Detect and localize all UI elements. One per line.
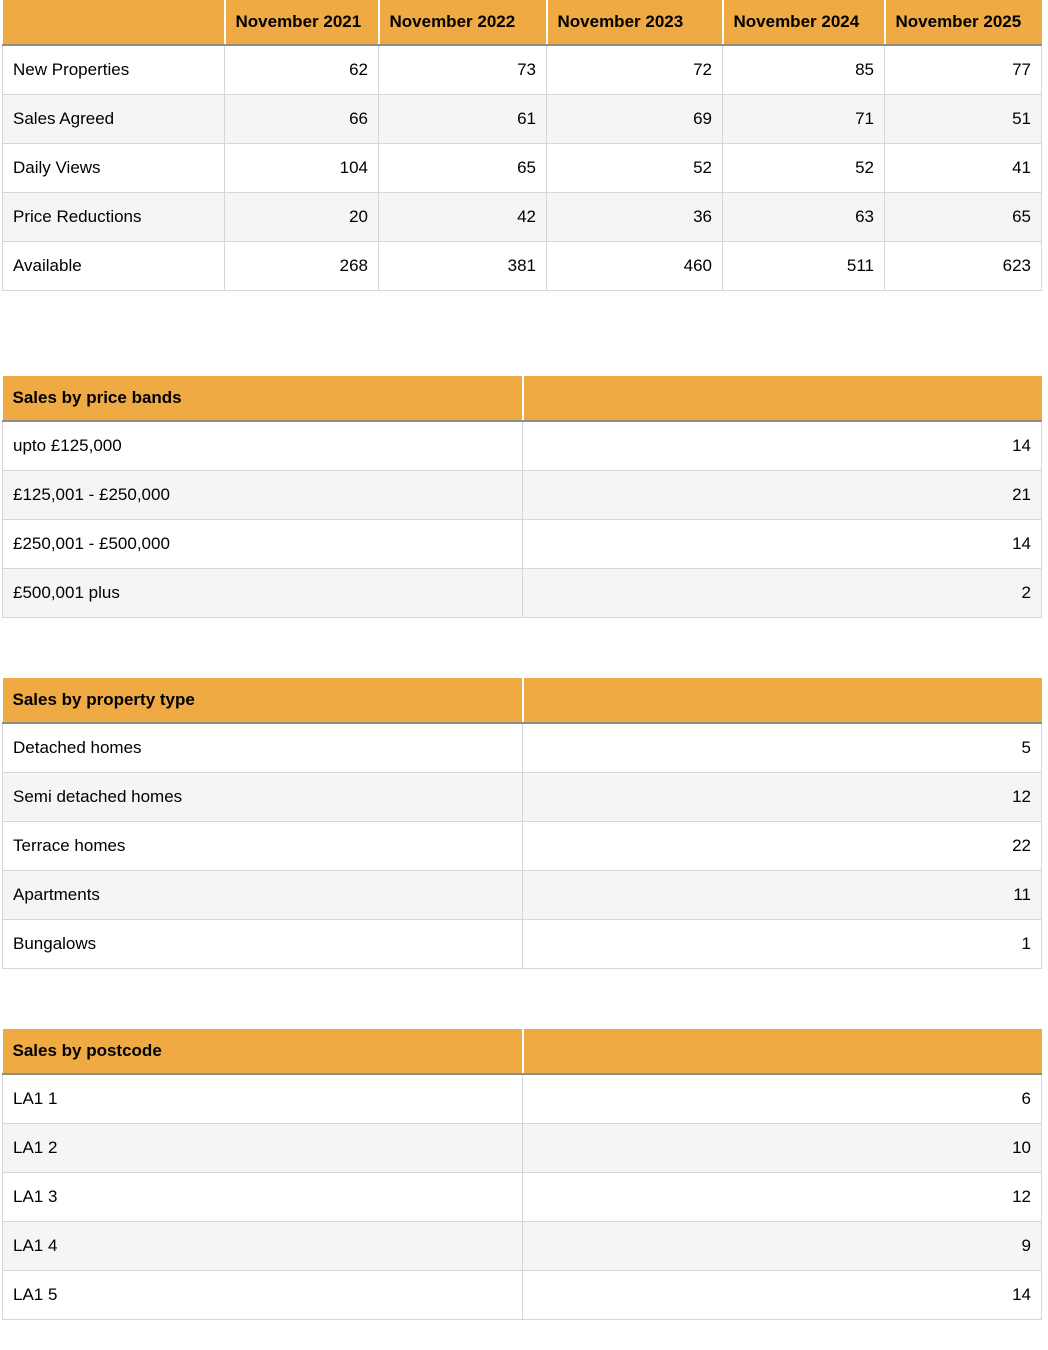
sales-by-property-type-table xyxy=(2,678,1042,969)
cell-value: 71 xyxy=(723,95,885,144)
cell-value: 65 xyxy=(379,144,547,193)
row-postcode xyxy=(3,1173,1042,1222)
cell-value: 268 xyxy=(225,242,379,291)
cell-value: 511 xyxy=(723,242,885,291)
section-header-row xyxy=(3,1029,1042,1074)
row-label: Apartments xyxy=(3,871,523,920)
cell-value: 460 xyxy=(547,242,723,291)
cell-value: 52 xyxy=(547,144,723,193)
cell-value: 12 xyxy=(523,1173,1042,1222)
row-postcode xyxy=(3,1271,1042,1320)
cell-value: 5 xyxy=(523,723,1042,773)
section-header-spacer xyxy=(523,1029,1042,1074)
cell-value: 14 xyxy=(523,520,1042,569)
summary-col-header: November 2021 xyxy=(225,0,379,45)
row-sales-agreed xyxy=(3,95,1042,144)
cell-value: 10 xyxy=(523,1124,1042,1173)
row-postcode xyxy=(3,1074,1042,1124)
cell-value: 104 xyxy=(225,144,379,193)
cell-value: 12 xyxy=(523,773,1042,822)
section-title: Sales by price bands xyxy=(3,376,523,421)
cell-value: 85 xyxy=(723,45,885,95)
cell-value: 21 xyxy=(523,471,1042,520)
row-label: New Properties xyxy=(3,45,225,95)
section-header-row xyxy=(3,678,1042,723)
row-new-properties xyxy=(3,45,1042,95)
row-price-band xyxy=(3,421,1042,471)
row-daily-views xyxy=(3,144,1042,193)
cell-value: 20 xyxy=(225,193,379,242)
section-header-row xyxy=(3,376,1042,421)
cell-value: 623 xyxy=(885,242,1042,291)
summary-col-header: November 2025 xyxy=(885,0,1042,45)
cell-value: 11 xyxy=(523,871,1042,920)
row-label: Terrace homes xyxy=(3,822,523,871)
cell-value: 42 xyxy=(379,193,547,242)
cell-value: 36 xyxy=(547,193,723,242)
cell-value: 73 xyxy=(379,45,547,95)
row-price-reductions xyxy=(3,193,1042,242)
row-property-type xyxy=(3,822,1042,871)
row-label: £500,001 plus xyxy=(3,569,523,618)
summary-col-header: November 2023 xyxy=(547,0,723,45)
row-postcode xyxy=(3,1124,1042,1173)
row-label: Detached homes xyxy=(3,723,523,773)
section-title: Sales by postcode xyxy=(3,1029,523,1074)
cell-value: 1 xyxy=(523,920,1042,969)
cell-value: 9 xyxy=(523,1222,1042,1271)
cell-value: 2 xyxy=(523,569,1042,618)
row-price-band xyxy=(3,569,1042,618)
row-label: Sales Agreed xyxy=(3,95,225,144)
row-postcode xyxy=(3,1222,1042,1271)
row-property-type xyxy=(3,773,1042,822)
row-label: LA1 4 xyxy=(3,1222,523,1271)
row-property-type xyxy=(3,920,1042,969)
row-label: LA1 1 xyxy=(3,1074,523,1124)
sales-by-postcode-table xyxy=(2,1029,1042,1320)
row-label: Price Reductions xyxy=(3,193,225,242)
row-label: Semi detached homes xyxy=(3,773,523,822)
row-price-band xyxy=(3,520,1042,569)
row-label: £125,001 - £250,000 xyxy=(3,471,523,520)
row-property-type xyxy=(3,723,1042,773)
row-label: LA1 5 xyxy=(3,1271,523,1320)
cell-value: 77 xyxy=(885,45,1042,95)
row-price-band xyxy=(3,471,1042,520)
section-header-spacer xyxy=(523,376,1042,421)
row-label: LA1 3 xyxy=(3,1173,523,1222)
row-label: upto £125,000 xyxy=(3,421,523,471)
row-label: Bungalows xyxy=(3,920,523,969)
section-header-spacer xyxy=(523,678,1042,723)
row-property-type xyxy=(3,871,1042,920)
row-label: Available xyxy=(3,242,225,291)
cell-value: 52 xyxy=(723,144,885,193)
cell-value: 62 xyxy=(225,45,379,95)
cell-value: 6 xyxy=(523,1074,1042,1124)
cell-value: 66 xyxy=(225,95,379,144)
row-label: Daily Views xyxy=(3,144,225,193)
yearly-summary-table xyxy=(2,0,1042,291)
cell-value: 51 xyxy=(885,95,1042,144)
section-title: Sales by property type xyxy=(3,678,523,723)
summary-corner-cell xyxy=(3,0,225,45)
cell-value: 14 xyxy=(523,1271,1042,1320)
summary-col-header: November 2024 xyxy=(723,0,885,45)
cell-value: 69 xyxy=(547,95,723,144)
cell-value: 65 xyxy=(885,193,1042,242)
cell-value: 61 xyxy=(379,95,547,144)
summary-col-header: November 2022 xyxy=(379,0,547,45)
row-available xyxy=(3,242,1042,291)
cell-value: 63 xyxy=(723,193,885,242)
sales-by-price-bands-table xyxy=(2,376,1042,618)
row-label: LA1 2 xyxy=(3,1124,523,1173)
cell-value: 41 xyxy=(885,144,1042,193)
row-label: £250,001 - £500,000 xyxy=(3,520,523,569)
cell-value: 72 xyxy=(547,45,723,95)
cell-value: 22 xyxy=(523,822,1042,871)
cell-value: 14 xyxy=(523,421,1042,471)
summary-header-row xyxy=(3,0,1042,45)
cell-value: 381 xyxy=(379,242,547,291)
